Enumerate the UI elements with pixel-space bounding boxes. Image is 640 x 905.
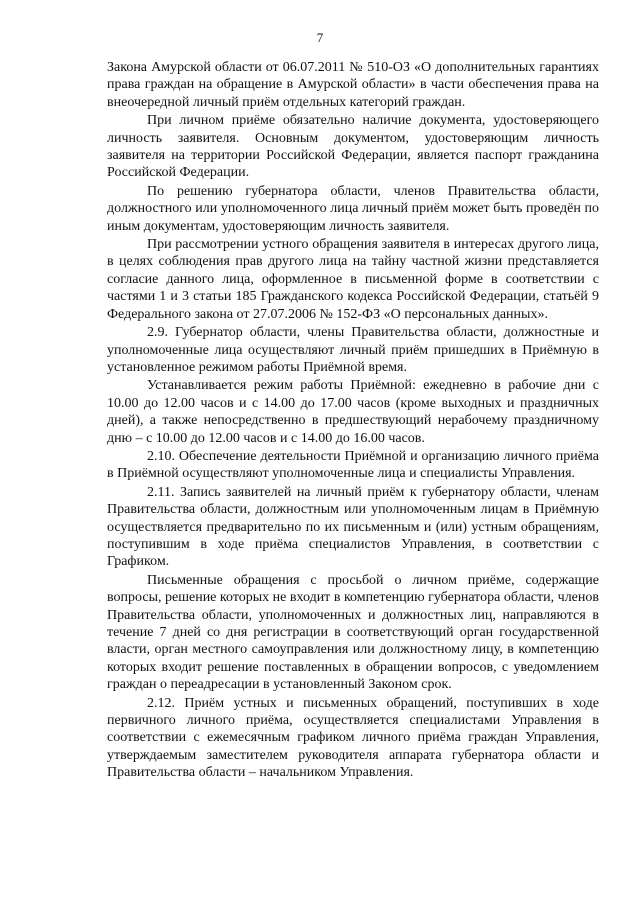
paragraph-section-2-10: 2.10. Обеспечение деятельности Приёмной и организацию личного приёма в Приёмной осуществляют уполномоченные лица и специалисты Управления. [107,448,599,482]
page-number: 7 [316,30,324,45]
document-body [107,59,599,782]
paragraph-law-reference: Закона Амурской области от 06.07.2011 № 510-ОЗ «О дополнительных гарантиях права граждан на обращение в Амурской области» в части обеспечения права на внеочередной личный приём отдельных категорий граждан. [107,60,599,110]
paragraph-third-party-consent: При рассмотрении устного обращения заявителя в интересах другого лица, в целях соблюдения прав другого лица на тайну частной жизни представляется согласие данного лица, оформленное в письменной форме в соответствии с частями 1 и 3 статьи 185 Гражданского кодекса Российской Федерации, статьёй 9 Федерального закона от 27.07.2006 № 152-ФЗ «О персональных данных». [107,237,599,322]
paragraph-written-requests: Письменные обращения с просьбой о личном приёме, содержащие вопросы, решение которых не входит в компетенцию губернатора области, членов Правительства области, уполномоченных и должностных лиц, направляются в течение 7 дней со дня регистрации в соответствующий орган государственной власти, орган местного самоуправления или должностному лицу, в компетенцию которых входит решение поставленных в обращении вопросов, с уведомлением граждан о переадресации в установленный Законом срок. [107,572,599,693]
paragraph-section-2-11: 2.11. Запись заявителей на личный приём к губернатору области, членам Правительства области, должностным или уполномоченным лицам в Приёмную осуществляется предварительно по их письменным и (или) устным обращениям, поступившим в ходе приёма специалистов Управления, в соответствии с Графиком. [107,484,599,570]
paragraph-other-documents: По решению губернатора области, членов Правительства области, должностного или уполномоченного лица личный приём может быть проведён по иным документам, удостоверяющим личность заявителя. [107,183,599,234]
paragraph-section-2-12: 2.12. Приём устных и письменных обращений, поступивших в ходе первичного личного приёма, осуществляется специалистами Управления в соответствии с ежемесячным графиком личного приёма граждан Управления, утверждаемым заместителем руководителя аппарата губернатора области и Правительства области – начальником Управления. [107,695,599,781]
paragraph-identity-document: При личном приёме обязательно наличие документа, удостоверяющего личность заявителя. Основным документом, удостоверяющим личность заявителя на территории Российской Федерации, является паспорт гражданина Российской Федерации. [107,113,599,181]
paragraph-office-hours: Устанавливается режим работы Приёмной: ежедневно в рабочие дни с 10.00 до 12.00 часов и с 14.00 до 17.00 часов (кроме выходных и праздничных дней), а также непосредственно в предшествующий нерабочему праздничному дню – с 10.00 до 12.00 часов и с 14.00 до 16.00 часов. [107,378,599,446]
paragraph-section-2-9: 2.9. Губернатор области, члены Правительства области, должностные и уполномоченные лица осуществляют личный приём пришедших в Приёмную в установленное режимом работы Приёмной время. [107,325,599,375]
